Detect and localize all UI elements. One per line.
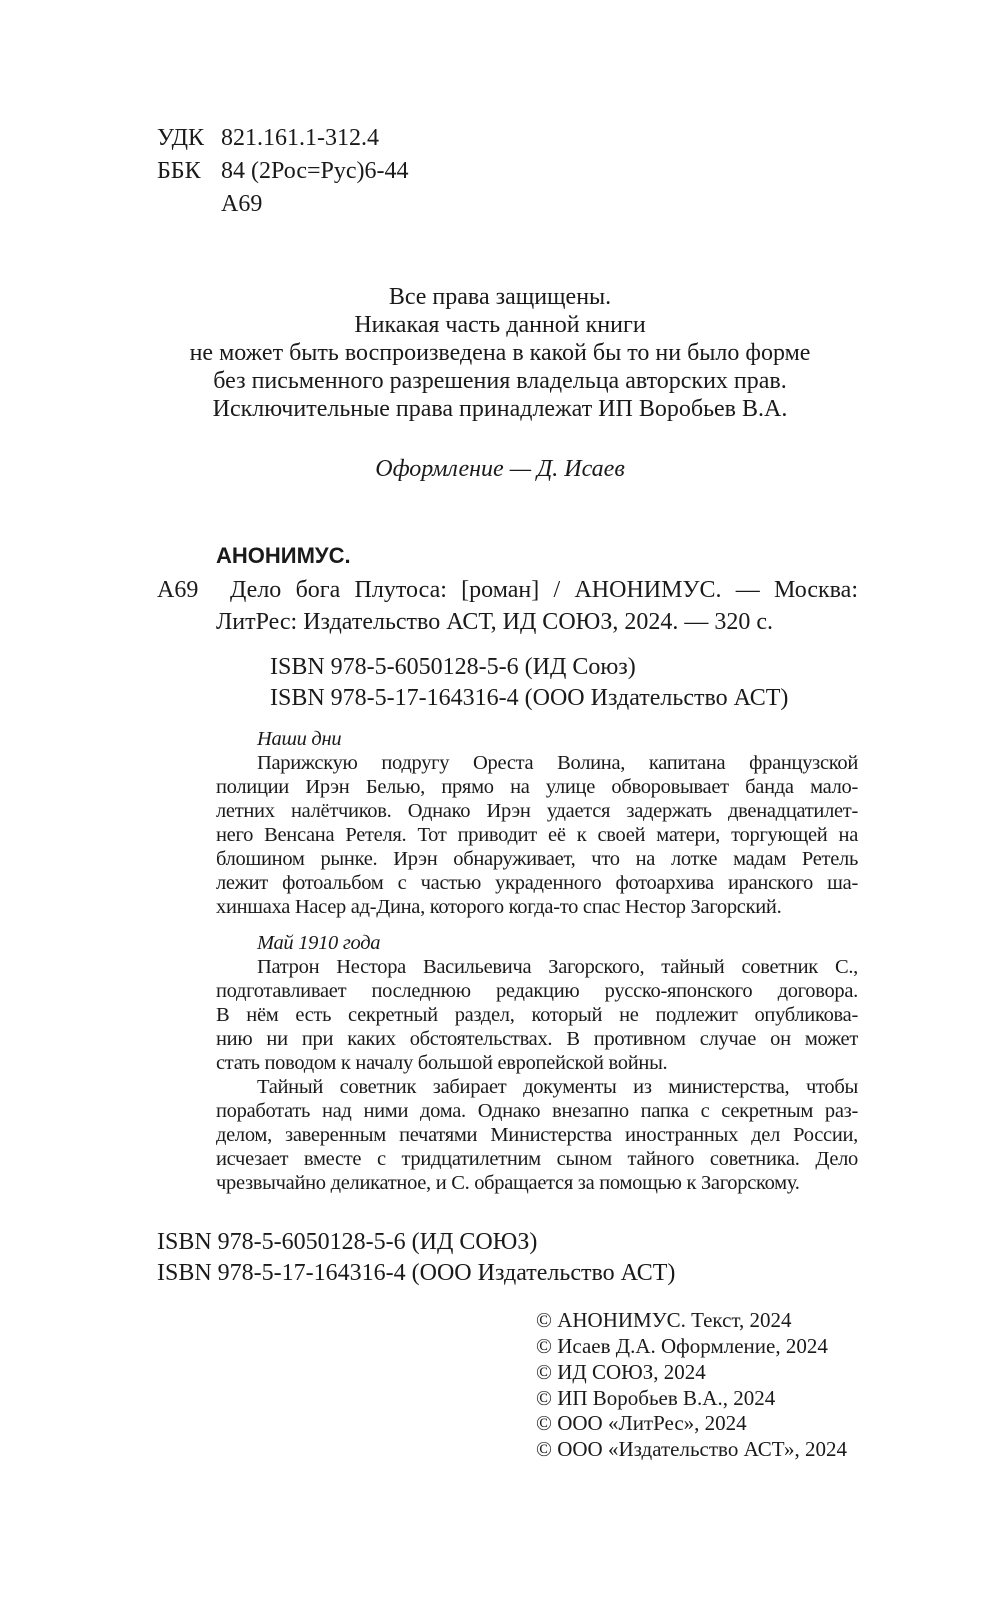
bbk-code: 84 (2Рос=Рус)6-44 [221,158,409,184]
annotation-line: лежит фотоальбом с частью украденного фотоархива иранского ша- [216,872,858,894]
annotation-line: него Венсана Ретеля. Тот приводит её к своей матери, торгующей на [216,824,858,846]
annotation-line: поработать над ними дома. Однако внезапно папка с секретным раз- [216,1100,858,1122]
copyright-line: © Исаев Д.А. Оформление, 2024 [536,1334,828,1358]
section-title: Май 1910 года [257,932,381,954]
author-heading: АНОНИМУС. [216,543,351,568]
rights-line: не может быть воспроизведена в какой бы то ни было форме [189,340,811,366]
annotation-line: подготавливает последнюю редакцию русско-японского договора. [216,980,858,1002]
annotation-line: Тайный советник забирает документы из министерства, чтобы [257,1076,858,1098]
annotation-line: полиции Ирэн Белью, прямо на улице обворовывает банда мало- [216,776,858,798]
bib-line: Дело бога Плутоса: [роман] / АНОНИМУС. — Москва: [230,577,858,603]
isbn-line: ISBN 978-5-17-164316-4 (ООО Издательство АСТ) [157,1260,676,1286]
design-credit: Оформление — Д. Исаев [375,456,625,482]
isbn-line: ISBN 978-5-6050128-5-6 (ИД СОЮЗ) [157,1229,538,1255]
rights-line: Исключительные права принадлежат ИП Воробьев В.А. [212,396,788,422]
rights-line: Все права защищены. [388,284,612,310]
copyright-line: © ООО «Издательство АСТ», 2024 [536,1437,847,1461]
annotation-line: летних налётчиков. Однако Ирэн удается задержать двенадцатилет- [216,800,858,822]
annotation-line: делом, заверенным печатями Министерства иностранных дел России, [216,1124,858,1146]
isbn-line: ISBN 978-5-6050128-5-6 (ИД Союз) [270,654,636,680]
isbn-line: ISBN 978-5-17-164316-4 (ООО Издательство АСТ) [270,685,789,711]
annotation-line: Патрон Нестора Васильевича Загорского, тайный советник С., [257,956,858,978]
rights-line: без письменного разрешения владельца авторских прав. [213,368,787,394]
annotation-line: стать поводом к началу большой европейской войны. [216,1052,668,1074]
annotation-line: чрезвычайно деликатное, и С. обращается за помощью к Загорскому. [216,1172,800,1194]
annotation-line: исчезает вместе с тридцатилетним сыном тайного советника. Дело [216,1148,858,1170]
annotation-line: нию ни при каких обстоятельствах. В противном случае он может [216,1028,858,1050]
author-sign: А69 [157,577,199,603]
author-sign: А69 [221,191,263,217]
copyright-line: © АНОНИМУС. Текст, 2024 [536,1308,792,1332]
copyright-line: © ИД СОЮЗ, 2024 [536,1360,706,1384]
bib-line: ЛитРес: Издательство АСТ, ИД СОЮЗ, 2024. — 320 с. [216,609,773,635]
annotation-line: В нём есть секретный раздел, который не подлежит опубликова- [216,1004,858,1026]
bbk-label: ББК [157,158,201,184]
section-title: Наши дни [257,728,342,750]
copyright-line: © ООО «ЛитРес», 2024 [536,1411,747,1435]
udk-code: 821.161.1-312.4 [221,125,379,151]
rights-line: Никакая часть данной книги [354,312,646,338]
copyright-line: © ИП Воробьев В.А., 2024 [536,1386,776,1410]
annotation-line: блошином рынке. Ирэн обнаруживает, что на лотке мадам Ретель [216,848,858,870]
annotation-line: Парижскую подругу Ореста Волина, капитана французской [257,752,858,774]
annotation-line: хиншаха Насер ад-Дина, которого когда-то спас Нестор Загорский. [216,896,782,918]
udk-label: УДК [157,125,204,151]
